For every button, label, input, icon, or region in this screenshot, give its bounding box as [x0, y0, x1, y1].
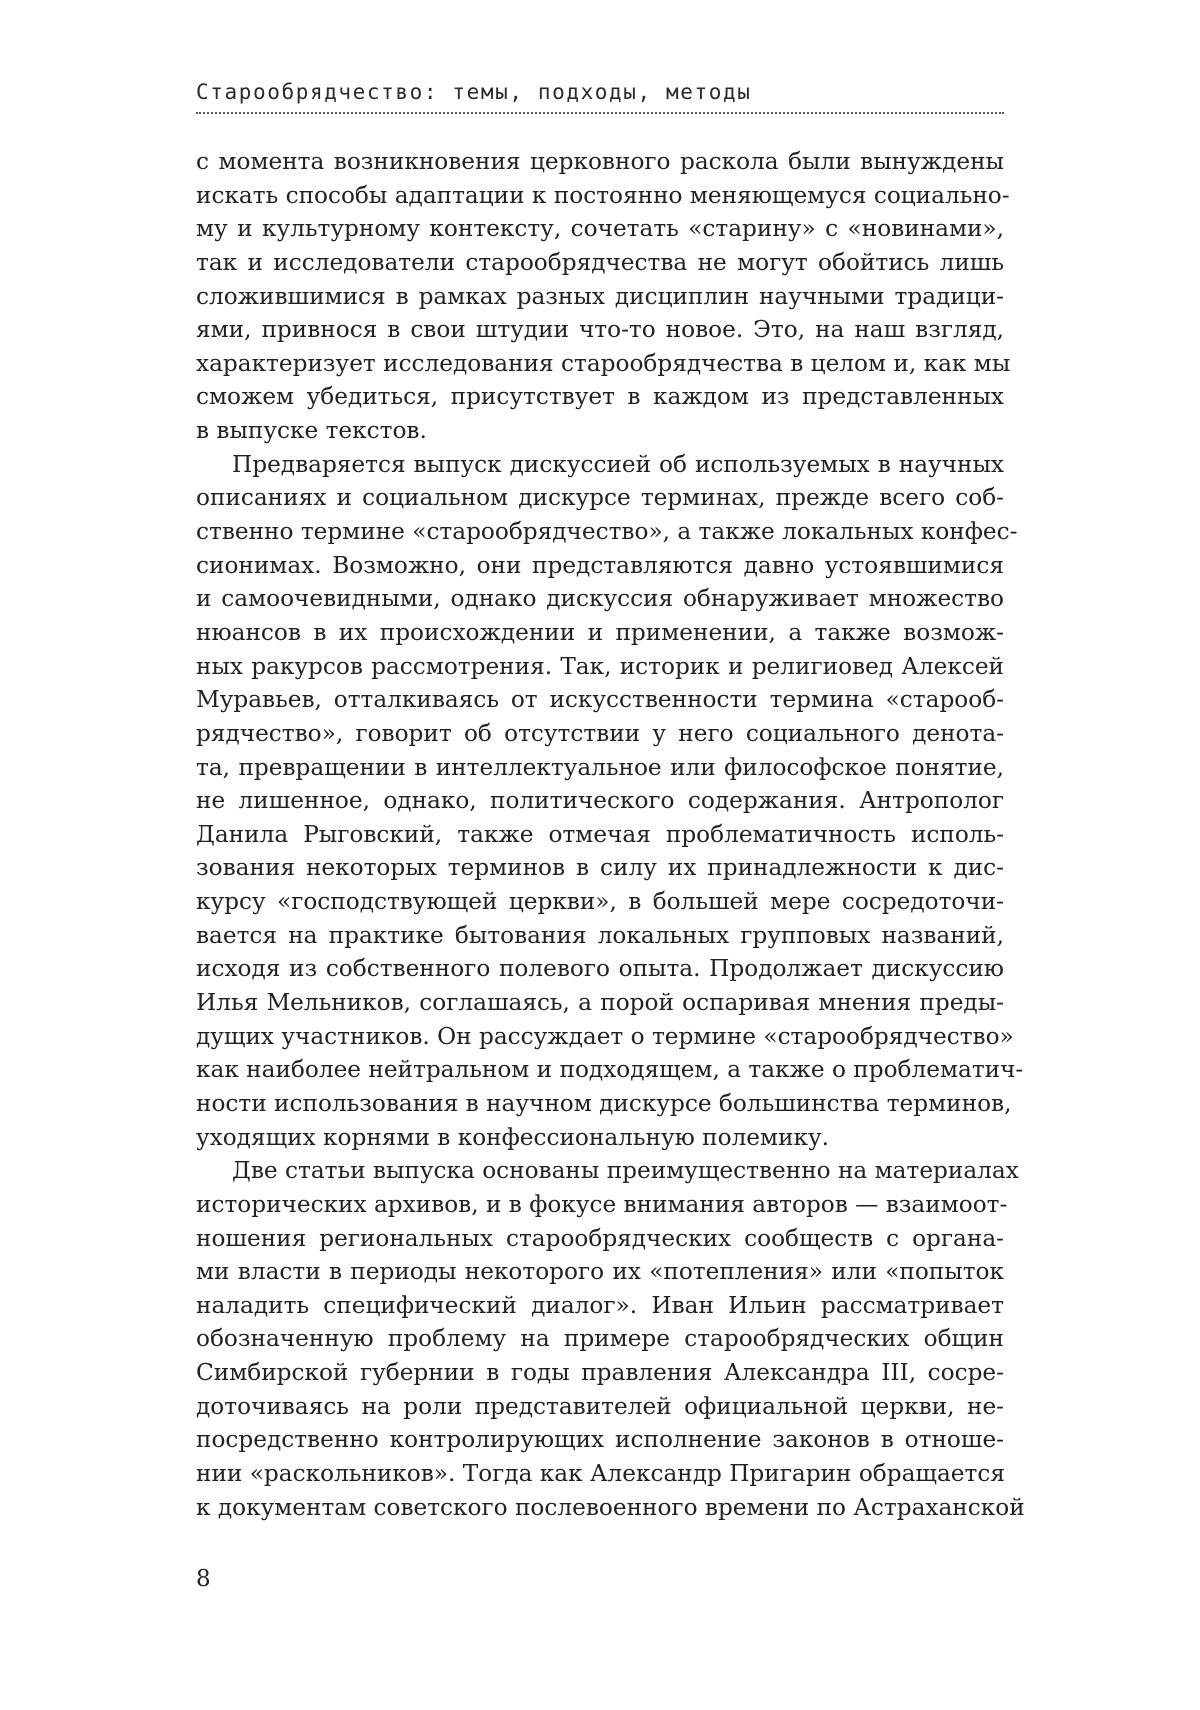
text-line: сионимах. Возможно, они представляются давно устоявшимися	[196, 551, 1004, 579]
text-line: описаниях и социальном дискурсе терминах, прежде всего соб-	[196, 484, 1004, 512]
running-head: Старообрядчество: темы, подходы, методы	[196, 80, 752, 104]
text-line: му и культурному контексту, сочетать «старину» с «новинами»,	[196, 215, 1004, 243]
text-line: нюансов в их происхождении и применении, а также возмож-	[196, 618, 1004, 646]
text-line: вается на практике бытования локальных групповых названий,	[196, 921, 1004, 949]
text-line: Симбирской губернии в годы правления Александра III, сосре-	[196, 1359, 1004, 1387]
text-line: нии «раскольников». Тогда как Александр Пригарин обращается	[196, 1459, 1005, 1487]
text-line: так и исследователи старообрядчества не могут обойтись лишь	[196, 248, 1004, 276]
text-line: курсу «господствующей церкви», в большей мере сосредоточи-	[196, 888, 1004, 916]
text-line: исторических архивов, и в фокусе внимания авторов — взаимоот-	[196, 1190, 1008, 1218]
text-line: посредственно контролирующих исполнение законов в отноше-	[196, 1426, 1004, 1454]
text-line: ношения региональных старообрядческих сообществ с органа-	[196, 1224, 1004, 1252]
text-line: уходящих корнями в конфессиональную полемику.	[196, 1123, 830, 1151]
text-line: ственно термине «старообрядчество», а также локальных конфес-	[196, 518, 1018, 546]
text-line: дущих участников. Он рассуждает о термине «старообрядчество»	[196, 1022, 1014, 1050]
text-line: ности использования в научном дискурсе большинства терминов,	[196, 1089, 1012, 1117]
header-dotted-rule	[196, 112, 1004, 114]
text-line: рядчество», говорит об отсутствии у него социального денота-	[196, 719, 1004, 747]
text-line: зования некоторых терминов в силу их принадлежности к дис-	[196, 854, 1004, 882]
text-line: наладить специфический диалог». Иван Ильин рассматривает	[196, 1291, 1004, 1319]
text-line: ных ракурсов рассмотрения. Так, историк и религиовед Алексей	[196, 652, 1004, 680]
text-line: ями, привнося в свои штудии что-то новое. Это, на наш взгляд,	[196, 316, 1004, 344]
text-line: Илья Мельников, соглашаясь, а порой оспаривая мнения преды-	[196, 989, 1004, 1017]
text-line: как наиболее нейтральном и подходящем, а также о проблематич-	[196, 1056, 1024, 1084]
text-line: характеризует исследования старообрядчества в целом и, как мы	[196, 349, 1011, 377]
text-line: сможем убедиться, присутствует в каждом из представленных	[196, 383, 1004, 411]
text-line: Две статьи выпуска основаны преимущественно на материалах	[232, 1157, 1019, 1185]
text-line: и самоочевидными, однако дискуссия обнаруживает множество	[196, 585, 1004, 613]
text-line: обозначенную проблему на примере старообрядческих общин	[196, 1325, 1004, 1353]
page-number: 8	[196, 1566, 211, 1592]
text-line: не лишенное, однако, политического содержания. Антрополог	[196, 787, 1004, 815]
text-line: та, превращении в интеллектуальное или философское понятие,	[196, 753, 1004, 781]
body-text	[196, 145, 1025, 1524]
text-line: ми власти в периоды некоторого их «потепления» или «попыток	[196, 1258, 1004, 1286]
text-line: сложившимися в рамках разных дисциплин научными традици-	[196, 282, 1004, 310]
text-line: исходя из собственного полевого опыта. Продолжает дискуссию	[196, 955, 1004, 983]
text-line: искать способы адаптации к постоянно меняющемуся социально-	[196, 181, 1010, 209]
text-line: с момента возникновения церковного раскола были вынуждены	[196, 148, 1004, 175]
text-line: в выпуске текстов.	[196, 417, 427, 445]
text-line: доточиваясь на роли представителей официальной церкви, не-	[196, 1392, 1004, 1420]
text-line: Муравьев, отталкиваясь от искусственности термина «старооб-	[196, 686, 1004, 714]
text-line: к документам советского послевоенного времени по Астраханской	[196, 1493, 1025, 1521]
text-line: Предваряется выпуск дискуссией об используемых в научных	[232, 450, 1004, 478]
text-line: Данила Рыговский, также отмечая проблематичность исполь-	[196, 820, 1004, 848]
